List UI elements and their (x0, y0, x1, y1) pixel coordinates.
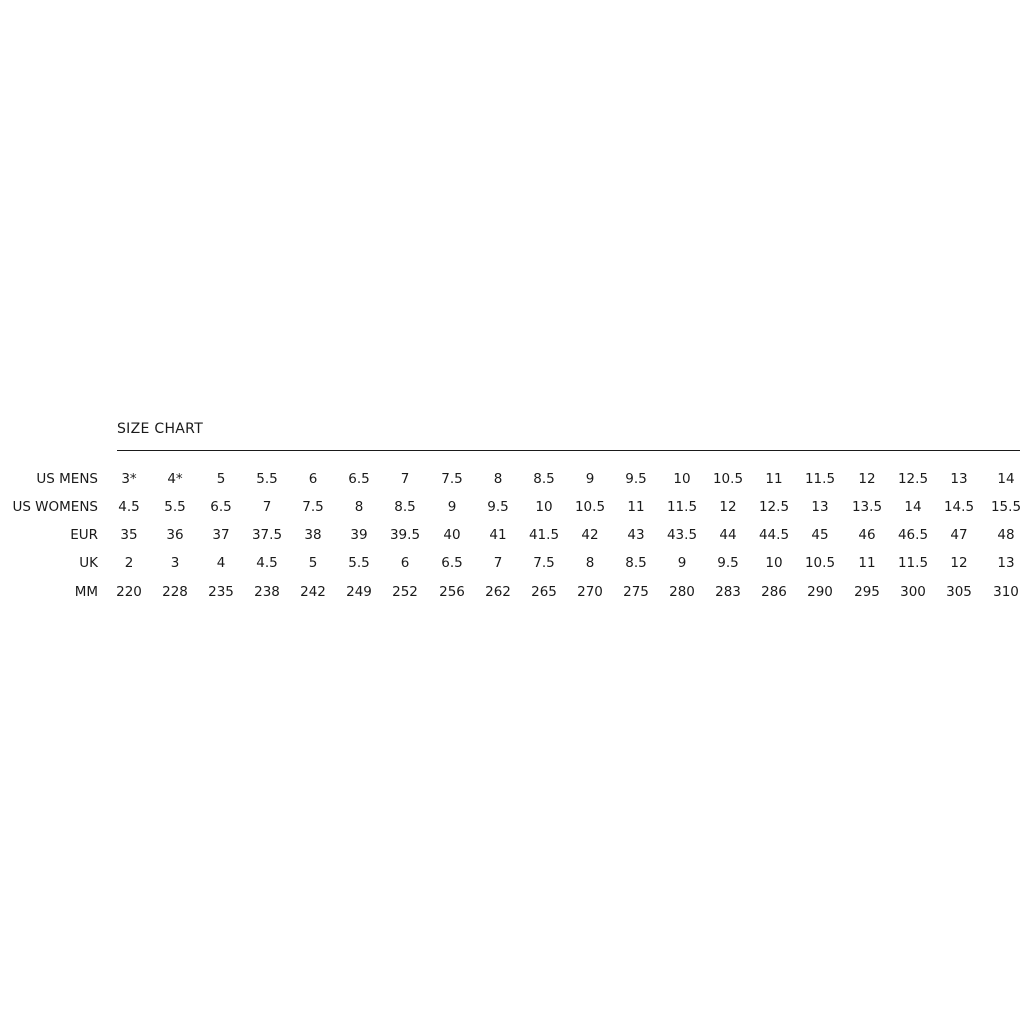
table-cell: 37 (212, 527, 230, 543)
table-cell: 228 (162, 584, 188, 600)
table-cell: 11 (765, 471, 783, 487)
table-cell: 5 (308, 555, 318, 571)
table-cell: 46 (858, 527, 876, 543)
table-cell: 7 (493, 555, 503, 571)
table-cell: 12 (719, 499, 737, 515)
table-cell: 44.5 (758, 527, 790, 543)
table-cell: 39 (350, 527, 368, 543)
row-label: EUR (70, 527, 98, 543)
table-cell: 9 (677, 555, 687, 571)
table-cell: 13 (997, 555, 1015, 571)
table-cell: 15.5 (990, 499, 1022, 515)
table-cell: 11.5 (897, 555, 929, 571)
table-cell: 9.5 (625, 471, 647, 487)
table-cell: 220 (116, 584, 142, 600)
table-cell: 10.5 (804, 555, 836, 571)
table-cell: 35 (120, 527, 138, 543)
table-cell: 6 (400, 555, 410, 571)
table-cell: 47 (950, 527, 968, 543)
table-cell: 4 (216, 555, 226, 571)
table-cell: 9.5 (717, 555, 739, 571)
table-cell: 5 (216, 471, 226, 487)
table-cell: 40 (443, 527, 461, 543)
table-cell: 4* (167, 471, 183, 487)
row-label: US MENS (36, 471, 98, 487)
table-cell: 242 (300, 584, 326, 600)
table-cell: 9 (447, 499, 457, 515)
table-cell: 39.5 (389, 527, 421, 543)
table-cell: 12 (858, 471, 876, 487)
table-cell: 262 (485, 584, 511, 600)
table-cell: 5.5 (348, 555, 370, 571)
table-cell: 10.5 (712, 471, 744, 487)
table-cell: 300 (900, 584, 926, 600)
table-cell: 13.5 (851, 499, 883, 515)
table-cell: 7 (400, 471, 410, 487)
table-cell: 270 (577, 584, 603, 600)
table-cell: 9 (585, 471, 595, 487)
table-cell: 6.5 (348, 471, 370, 487)
row-label: US WOMENS (12, 499, 98, 515)
table-cell: 265 (531, 584, 557, 600)
table-cell: 10 (765, 555, 783, 571)
table-cell: 5.5 (164, 499, 186, 515)
table-cell: 43.5 (666, 527, 698, 543)
table-cell: 286 (761, 584, 787, 600)
table-cell: 8.5 (533, 471, 555, 487)
table-cell: 48 (997, 527, 1015, 543)
table-cell: 41 (489, 527, 507, 543)
table-cell: 7.5 (302, 499, 324, 515)
table-cell: 37.5 (251, 527, 283, 543)
table-cell: 295 (854, 584, 880, 600)
table-cell: 8 (585, 555, 595, 571)
size-chart-title: SIZE CHART (117, 421, 204, 437)
table-cell: 8.5 (625, 555, 647, 571)
table-cell: 11.5 (666, 499, 698, 515)
table-cell: 8.5 (394, 499, 416, 515)
table-cell: 10.5 (574, 499, 606, 515)
table-cell: 45 (811, 527, 829, 543)
table-cell: 8 (493, 471, 503, 487)
table-cell: 14 (997, 471, 1015, 487)
table-cell: 11.5 (804, 471, 836, 487)
table-cell: 38 (304, 527, 322, 543)
table-cell: 252 (392, 584, 418, 600)
table-cell: 310 (993, 584, 1019, 600)
table-cell: 13 (811, 499, 829, 515)
table-cell: 10 (673, 471, 691, 487)
table-cell: 3* (121, 471, 137, 487)
table-cell: 280 (669, 584, 695, 600)
table-cell: 12 (950, 555, 968, 571)
table-cell: 14.5 (943, 499, 975, 515)
table-cell: 235 (208, 584, 234, 600)
table-cell: 8 (354, 499, 364, 515)
table-cell: 290 (807, 584, 833, 600)
table-cell: 46.5 (897, 527, 929, 543)
table-cell: 42 (581, 527, 599, 543)
table-cell: 249 (346, 584, 372, 600)
table-cell: 283 (715, 584, 741, 600)
table-cell: 6.5 (441, 555, 463, 571)
table-cell: 41.5 (528, 527, 560, 543)
table-cell: 4.5 (118, 499, 140, 515)
table-cell: 36 (166, 527, 184, 543)
table-cell: 3 (170, 555, 180, 571)
table-cell: 11 (858, 555, 876, 571)
table-cell: 6.5 (210, 499, 232, 515)
table-cell: 305 (946, 584, 972, 600)
table-cell: 13 (950, 471, 968, 487)
table-cell: 6 (308, 471, 318, 487)
table-cell: 14 (904, 499, 922, 515)
table-cell: 7.5 (441, 471, 463, 487)
table-cell: 7.5 (533, 555, 555, 571)
table-cell: 43 (627, 527, 645, 543)
table-cell: 5.5 (256, 471, 278, 487)
table-cell: 238 (254, 584, 280, 600)
table-cell: 275 (623, 584, 649, 600)
row-label: UK (79, 555, 98, 571)
table-cell: 11 (627, 499, 645, 515)
table-cell: 2 (124, 555, 134, 571)
table-cell: 44 (719, 527, 737, 543)
table-cell: 10 (535, 499, 553, 515)
table-cell: 12.5 (758, 499, 790, 515)
table-cell: 7 (262, 499, 272, 515)
row-label: MM (74, 584, 98, 600)
table-cell: 4.5 (256, 555, 278, 571)
table-cell: 12.5 (897, 471, 929, 487)
table-cell: 9.5 (487, 499, 509, 515)
table-cell: 256 (439, 584, 465, 600)
